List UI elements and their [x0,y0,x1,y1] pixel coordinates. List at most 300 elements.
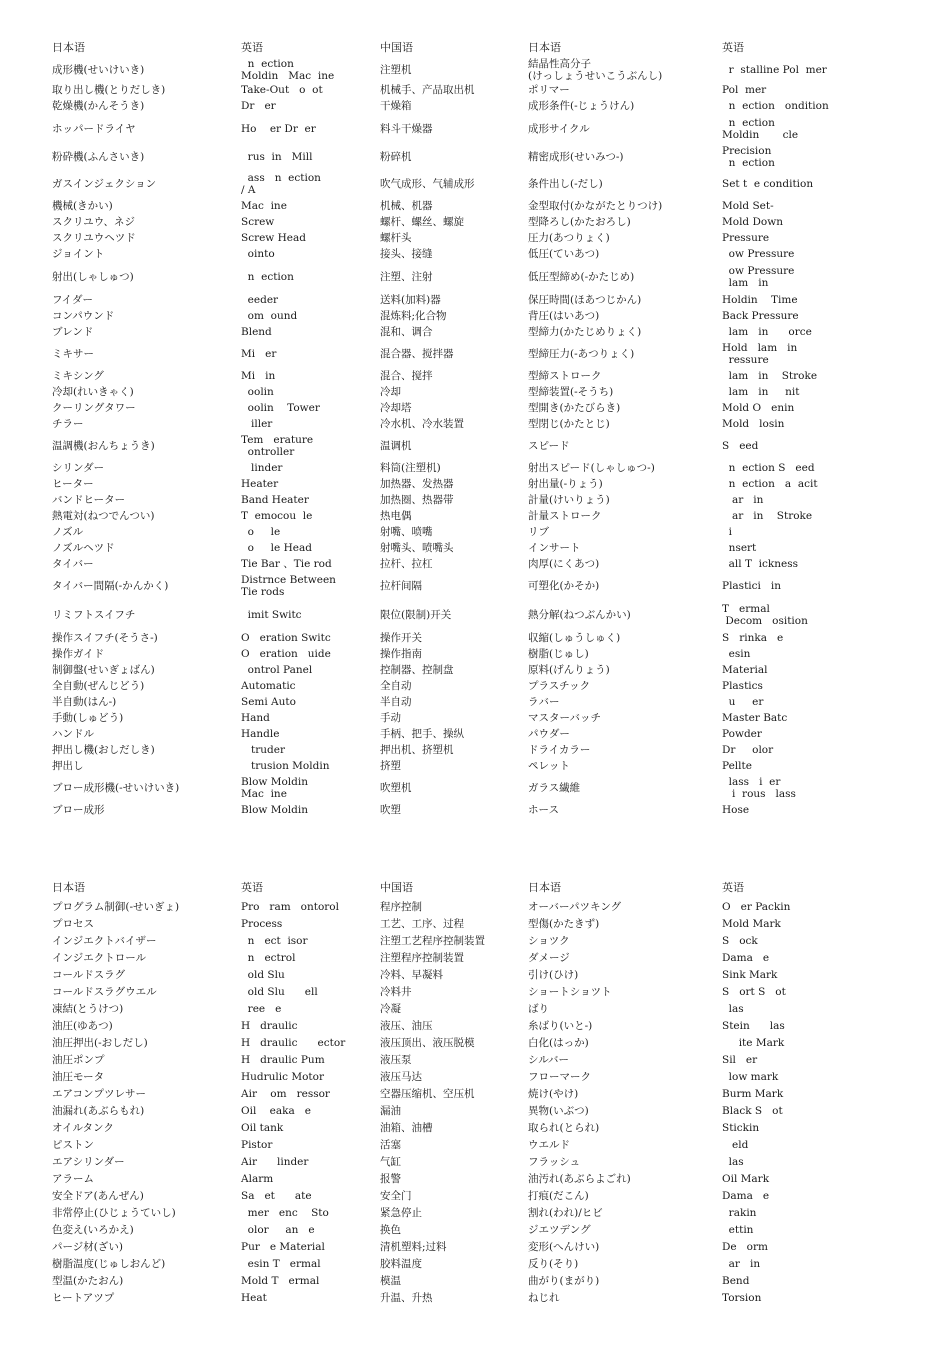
english-term-2: Black S ot [722,1105,783,1117]
japanese-term-2: 計量ストローク [528,510,602,522]
chinese-term: 温调机 [380,440,412,452]
japanese-term: フイダー [52,294,94,306]
english-term: Screw Head [241,232,306,244]
english-term-2: low mark [722,1071,779,1083]
english-term: Distrnce Between Tie rods [241,574,336,598]
japanese-term-2: オーバーパツキング [528,901,622,913]
japanese-term-2: 熱分解(ねつぶんかい) [528,609,631,621]
column-header: 日本语 [52,881,85,894]
english-term: Heat [241,1292,267,1304]
japanese-term-2: 結晶性高分子 (けっしょうせいこうぶんし) [528,58,663,82]
english-term: old Slu ell [241,986,318,998]
english-term: mer enc Sto [241,1207,329,1219]
japanese-term: コールドスラグ [52,969,126,981]
japanese-term: ミキサー [52,348,94,360]
english-term: Mold T ermal [241,1275,320,1287]
english-term-2: Precision n ection [722,145,775,169]
english-term: Take-Out o ot [241,84,323,96]
chinese-term: 送料(加料)器 [380,294,441,306]
english-term-2: u er [722,696,764,708]
english-term: O eration uide [241,648,331,660]
english-term-2: Back Pressure [722,310,799,322]
english-term: O eration Switc [241,632,331,644]
english-term-2: lam in Stroke [722,370,818,382]
japanese-term: 乾燥機(かんそうき) [52,100,145,112]
chinese-term: 机械、机器 [380,200,433,212]
column-header: 英语 [241,881,263,894]
chinese-term: 冷料、早凝料 [380,969,443,981]
japanese-term: 油圧モータ [52,1071,105,1083]
japanese-term: 樹脂温度(じゅしおんど) [52,1258,166,1270]
column-header: 日本语 [52,41,85,54]
english-term: Sa et ate [241,1190,312,1202]
english-term-2: all T ickness [722,558,799,570]
japanese-term: ノズルヘツド [52,542,115,554]
japanese-term-2: 圧力(あつりょく) [528,232,610,244]
japanese-term: シリンダー [52,462,105,474]
chinese-term: 加热器、发热器 [380,478,454,490]
chinese-term: 射嘴头、喷嘴头 [380,542,454,554]
chinese-term: 空器压缩机、空压机 [380,1088,475,1100]
english-term-2: Sil er [722,1054,758,1066]
japanese-term: ヒートアツプ [52,1292,115,1304]
english-term: esin T ermal [241,1258,321,1270]
english-term: o le Head [241,542,312,554]
japanese-term: 取り出し機(とりだしき) [52,84,166,96]
english-term: ass n ection / A [241,172,321,196]
japanese-term-2: 射出スピード(しゃしゅつ-) [528,462,655,474]
japanese-term-2: プラスチック [528,680,591,692]
chinese-term: 冷水机、冷水装置 [380,418,464,430]
chinese-term: 液压马达 [380,1071,422,1083]
english-term: Pro ram ontorol [241,901,339,913]
japanese-term-2: ペレット [528,760,570,772]
chinese-term: 吹气成形、气辅成形 [380,178,475,190]
english-term: Tie Bar 、Tie rod [241,558,332,570]
japanese-term-2: 異物(いぶつ) [528,1105,589,1117]
japanese-term-2: 型降ろし(かたおろし) [528,216,631,228]
chinese-term: 粉碎机 [380,151,412,163]
japanese-term: 色変え(いろかえ) [52,1224,134,1236]
chinese-term: 混合器、搅拌器 [380,348,454,360]
english-term-2: Stickin [722,1122,760,1134]
english-term: Air linder [241,1156,309,1168]
japanese-term: 粉砕機(ふんさいき) [52,151,145,163]
english-term: olor an e [241,1224,315,1236]
japanese-term-2: 低圧型締め(-かたじめ) [528,271,635,283]
chinese-term: 升温、升热 [380,1292,433,1304]
chinese-term: 清机塑料;过料 [380,1241,447,1253]
japanese-term: バンドヒーター [52,494,126,506]
chinese-term: 接头、接缝 [380,248,433,260]
chinese-term: 注塑程序控制装置 [380,952,464,964]
japanese-term-2: 型締圧力(-あつりょく) [528,348,635,360]
japanese-term-2: マスターバッチ [528,712,601,724]
japanese-term: 熱電対(ねつでんつい) [52,510,155,522]
japanese-term-2: 成形サイクル [528,123,590,135]
english-term-2: Mold Set- [722,200,774,212]
column-header: 日本语 [528,881,561,894]
english-term: n ectrol [241,952,296,964]
japanese-term-2: 型締ストローク [528,370,602,382]
english-term: Blow Moldin [241,804,308,816]
japanese-term-2: 可塑化(かそか) [528,580,600,592]
japanese-term: 油圧(ゆあつ) [52,1020,113,1032]
english-term: ointo [241,248,275,260]
chinese-term: 料斗干燥器 [380,123,433,135]
chinese-term: 机械手、产品取出机 [380,84,475,96]
chinese-term: 限位(限制)开关 [380,609,452,621]
japanese-term: 操作スイフチ(そうさ-) [52,632,158,644]
english-term: ontrol Panel [241,664,313,676]
english-term: Tem erature ontroller [241,434,314,458]
japanese-term: コールドスラグウエル [52,986,157,998]
chinese-term: 冷却塔 [380,402,412,414]
english-term-2: Set t e condition [722,178,814,190]
japanese-term-2: 肉厚(にくあつ) [528,558,600,570]
chinese-term: 工艺、工序、过程 [380,918,464,930]
english-term: Semi Auto [241,696,296,708]
english-term: Mi er [241,348,277,360]
english-term: Process [241,918,283,930]
japanese-term-2: インサート [528,542,581,554]
english-term-2: Torsion [722,1292,762,1304]
english-term-2: n ection S eed [722,462,815,474]
english-term: Air om ressor [241,1088,330,1100]
japanese-term-2: ショツク [528,935,570,947]
japanese-term: ガスインジェクション [52,178,157,190]
english-term: Mi in [241,370,276,382]
japanese-term-2: シルバー [528,1054,570,1066]
chinese-term: 挤塑 [380,760,401,772]
japanese-term-2: 型傷(かたきず) [528,918,600,930]
chinese-term: 注塑工艺程序控制装置 [380,935,485,947]
chinese-term: 胶料温度 [380,1258,422,1270]
japanese-term-2: ショートショツト [528,986,612,998]
english-term-2: Oil Mark [722,1173,770,1185]
japanese-term: タイバー間隔(-かんかく) [52,580,169,592]
english-term: Hudrulic Motor [241,1071,324,1083]
japanese-term-2: 精密成形(せいみつ-) [528,151,624,163]
english-term-2: lam in orce [722,326,812,338]
english-term: H draulic [241,1020,298,1032]
chinese-term: 安全门 [380,1190,412,1202]
japanese-term-2: 原料(げんりょう) [528,664,610,676]
japanese-term-2: 白化(はっか) [528,1037,589,1049]
english-term: rus in Mill [241,151,313,163]
japanese-term: 操作ガイド [52,648,105,660]
english-term-2: ow Pressure [722,248,795,260]
japanese-term: 全自動(ぜんじどう) [52,680,145,692]
japanese-term: ブロー成形機(-せいけいき) [52,782,180,794]
english-term-2: Burm Mark [722,1088,784,1100]
japanese-term: プロセス [52,918,94,930]
english-term: n ect isor [241,935,308,947]
chinese-term: 螺杆、螺丝、螺旋 [380,216,464,228]
english-term-2: ar in Stroke [722,510,813,522]
english-term: Oil eaka e [241,1105,311,1117]
english-term-2: rakin [722,1207,757,1219]
japanese-term-2: ジエツデング [528,1224,591,1236]
japanese-term: タイバー [52,558,94,570]
chinese-term: 报警 [380,1173,401,1185]
japanese-term-2: 収縮(しゅうしゅく) [528,632,621,644]
japanese-term: エアコンプツレサー [52,1088,146,1100]
japanese-term-2: 型閉じ(かたとじ) [528,418,610,430]
japanese-term: チラー [52,418,84,430]
english-term-2: S rinka e [722,632,784,644]
english-term-2: Hold lam in ressure [722,342,798,366]
english-term: oolin Tower [241,402,320,414]
chinese-term: 干燥箱 [380,100,412,112]
japanese-term-2: 打痕(だこん) [528,1190,589,1202]
english-term: ree e [241,1003,282,1015]
japanese-term: リミフトスイフチ [52,609,136,621]
chinese-term: 半自动 [380,696,412,708]
english-term: oolin [241,386,274,398]
japanese-term: インジエクトロール [52,952,147,964]
english-term-2: S ock [722,935,758,947]
japanese-term: 手動(しゅどう) [52,712,124,724]
japanese-term-2: ホース [528,804,559,816]
chinese-term: 混和、调合 [380,326,433,338]
chinese-term: 操作指南 [380,648,422,660]
chinese-term: 模温 [380,1275,401,1287]
japanese-term: ハンドル [52,728,94,740]
japanese-term-2: リブ [528,526,549,538]
chinese-term: 全自动 [380,680,412,692]
chinese-term: 拉杆、拉杠 [380,558,433,570]
english-term: trusion Moldin [241,760,330,772]
japanese-term: ブレンド [52,326,94,338]
japanese-term-2: ダメージ [528,952,570,964]
japanese-term: ミキシング [52,370,104,382]
english-term-2: Material [722,664,768,676]
japanese-term: 冷却(れいきゃく) [52,386,134,398]
chinese-term: 拉杆间隔 [380,580,422,592]
japanese-term: 非常停止(ひじょうていし) [52,1207,176,1219]
japanese-term: クーリングタワー [52,402,136,414]
japanese-term: 油圧押出(-おしだし) [52,1037,148,1049]
english-term: H draulic Pum [241,1054,325,1066]
english-term: Heater [241,478,279,490]
english-term-2: Pressure [722,232,770,244]
column-header: 日本语 [528,41,561,54]
english-term: o le [241,526,281,538]
japanese-term: ブロー成形 [52,804,105,816]
japanese-term-2: ポリマー [528,84,570,96]
english-term: iller [241,418,273,430]
english-term-2: S ort S ot [722,986,786,998]
japanese-term: プログラム制御(-せいぎょ) [52,901,180,913]
japanese-term: ヒーター [52,478,94,490]
english-term: Automatic [241,680,296,692]
chinese-term: 气缸 [380,1156,401,1168]
english-term-2: Dama e [722,1190,770,1202]
chinese-term: 加热圈、热器带 [380,494,454,506]
japanese-term: 半自動(はん-) [52,696,117,708]
japanese-term-2: 型開き(かたびらき) [528,402,621,414]
japanese-term: アラーム [52,1173,94,1185]
chinese-term: 冷却 [380,386,401,398]
japanese-term-2: パウダー [528,728,570,740]
chinese-term: 操作开关 [380,632,422,644]
japanese-term: 制御盤(せいぎょばん) [52,664,155,676]
english-term-2: ow Pressure lam in [728,265,795,289]
english-term: n ection Moldin Mac ine [241,58,335,82]
japanese-term-2: 樹脂(じゅし) [528,648,589,660]
japanese-term: ホッパードライヤ [52,123,136,135]
english-term-2: Plastici in [722,580,782,592]
chinese-term: 注塑机 [380,64,412,76]
english-term-2: Master Batc [722,712,788,724]
japanese-term: ノズル [52,526,84,538]
japanese-term-2: 条件出し(-だし) [528,178,603,190]
chinese-term: 液压泵 [380,1054,412,1066]
english-term: truder [241,744,285,756]
chinese-term: 热电偶 [380,510,412,522]
japanese-term: 型温(かたおん) [52,1275,124,1287]
japanese-term-2: スピード [528,440,570,452]
japanese-term-2: 保圧時間(ほあつじかん) [528,294,642,306]
english-term-2: Mold Mark [722,918,781,930]
chinese-term: 活塞 [380,1139,401,1151]
chinese-term: 漏油 [380,1105,401,1117]
chinese-term: 注塑、注射 [380,271,433,283]
english-term-2: eld [722,1139,749,1151]
japanese-term: 機械(きかい) [52,200,113,212]
japanese-term-2: 反り(そり) [528,1258,579,1270]
english-term: T emocou le [241,510,313,522]
english-term: Blend [241,326,272,338]
chinese-term: 混合、搅拌 [380,370,433,382]
japanese-term-2: 曲がり(まがり) [528,1275,600,1287]
japanese-term: 押出し [52,760,84,772]
japanese-term: 押出し機(おしだしき) [52,744,155,756]
english-term-2: n ection a acit [722,478,818,490]
english-term-2: lass i er i rous lass [728,776,796,800]
english-term: Handle [241,728,280,740]
chinese-term: 射嘴、喷嘴 [380,526,433,538]
japanese-term: 油圧ポンプ [52,1054,105,1066]
chinese-term: 吹塑机 [380,782,412,794]
column-header: 英语 [241,41,263,54]
japanese-term: 成形機(せいけいき) [52,64,145,76]
english-term: Screw [241,216,275,228]
english-term-2: n ection Moldin cle [722,117,799,141]
english-term-2: nsert [722,542,757,554]
english-term-2: Dama e [722,952,770,964]
chinese-term: 液压、油压 [380,1020,433,1032]
english-term: om ound [241,310,298,322]
english-term: imit Switc [241,609,302,621]
japanese-term: パージ材(ざい) [52,1241,123,1253]
english-term-2: O er Packin [722,901,791,913]
column-header: 英语 [722,41,744,54]
english-term-2: S eed [722,440,759,452]
english-term: Dr er [241,100,276,112]
english-term-2: Pol mer [722,84,767,96]
english-term: Hand [241,712,270,724]
english-term-2: las [722,1156,744,1168]
english-term: old Slu [241,969,285,981]
english-term: linder [241,462,283,474]
english-term: Alarm [241,1173,274,1185]
english-term-2: n ection ondition [722,100,829,112]
english-term-2: Stein las [722,1020,785,1032]
japanese-term: オイルタンク [52,1122,114,1134]
japanese-term: 凍結(とうけつ) [52,1003,124,1015]
japanese-term-2: 引け(ひけ) [528,969,579,981]
japanese-term-2: 変形(へんけい) [528,1241,600,1253]
english-term-2: Holdin Time [722,294,798,306]
chinese-term: 押出机、挤塑机 [380,744,454,756]
english-term-2: Mold Down [722,216,783,228]
chinese-term: 手柄、把手、操纵 [380,728,464,740]
chinese-term: 混炼料;化合物 [380,310,447,322]
english-term-2: ar in [722,1258,761,1270]
english-term: Ho er Dr er [241,123,316,135]
japanese-term-2: 金型取付(かながたとりつけ) [528,200,663,212]
english-term-2: De orm [722,1241,768,1253]
english-term: H draulic ector [241,1037,346,1049]
english-term-2: ettin [722,1224,754,1236]
japanese-term-2: 背圧(はいあつ) [528,310,600,322]
japanese-term: ジョイント [52,248,105,260]
english-term-2: Mold O enin [722,402,795,414]
japanese-term: 射出(しゃしゅつ) [52,271,134,283]
japanese-term-2: 割れ(われ)/ヒビ [528,1207,603,1219]
japanese-term-2: 計量(けいりょう) [528,494,610,506]
english-term-2: ar in [722,494,764,506]
japanese-term-2: ラバー [528,696,560,708]
english-term: n ection [241,271,294,283]
english-term-2: esin [722,648,751,660]
english-term-2: las [722,1003,744,1015]
chinese-term: 油箱、油槽 [380,1122,433,1134]
english-term-2: Bend [722,1275,750,1287]
english-term-2: i [722,526,733,538]
english-term-2: ite Mark [722,1037,785,1049]
japanese-term-2: 型締装置(-そうち) [528,386,614,398]
english-term-2: Pellte [722,760,752,772]
chinese-term: 冷凝 [380,1003,401,1015]
english-term: Pur e Material [241,1241,325,1253]
english-term-2: Plastics [722,680,763,692]
japanese-term: コンパウンド [52,310,115,322]
english-term-2: Hose [722,804,750,816]
japanese-term: エアシリンダー [52,1156,125,1168]
japanese-term-2: ウエルド [528,1139,570,1151]
japanese-term-2: ばり [528,1003,549,1015]
chinese-term: 液压顶出、液压脱模 [380,1037,475,1049]
column-header: 中国语 [380,881,413,894]
english-term-2: Dr olor [722,744,774,756]
japanese-term-2: フラッシュ [528,1156,581,1168]
column-header: 中国语 [380,41,413,54]
japanese-term: スクリユウヘツド [52,232,136,244]
japanese-term-2: ドライカラー [528,744,591,756]
english-term-2: lam in nit [722,386,800,398]
chinese-term: 程序控制 [380,901,422,913]
japanese-term: 安全ドア(あんぜん) [52,1190,144,1202]
chinese-term: 换色 [380,1224,401,1236]
japanese-term: ピストン [52,1139,94,1151]
japanese-term-2: 糸ばり(いと-) [528,1020,593,1032]
japanese-term-2: 型締力(かたじめりょく) [528,326,642,338]
english-term: eeder [241,294,279,306]
english-term-2: T ermal Decom osition [722,603,808,627]
